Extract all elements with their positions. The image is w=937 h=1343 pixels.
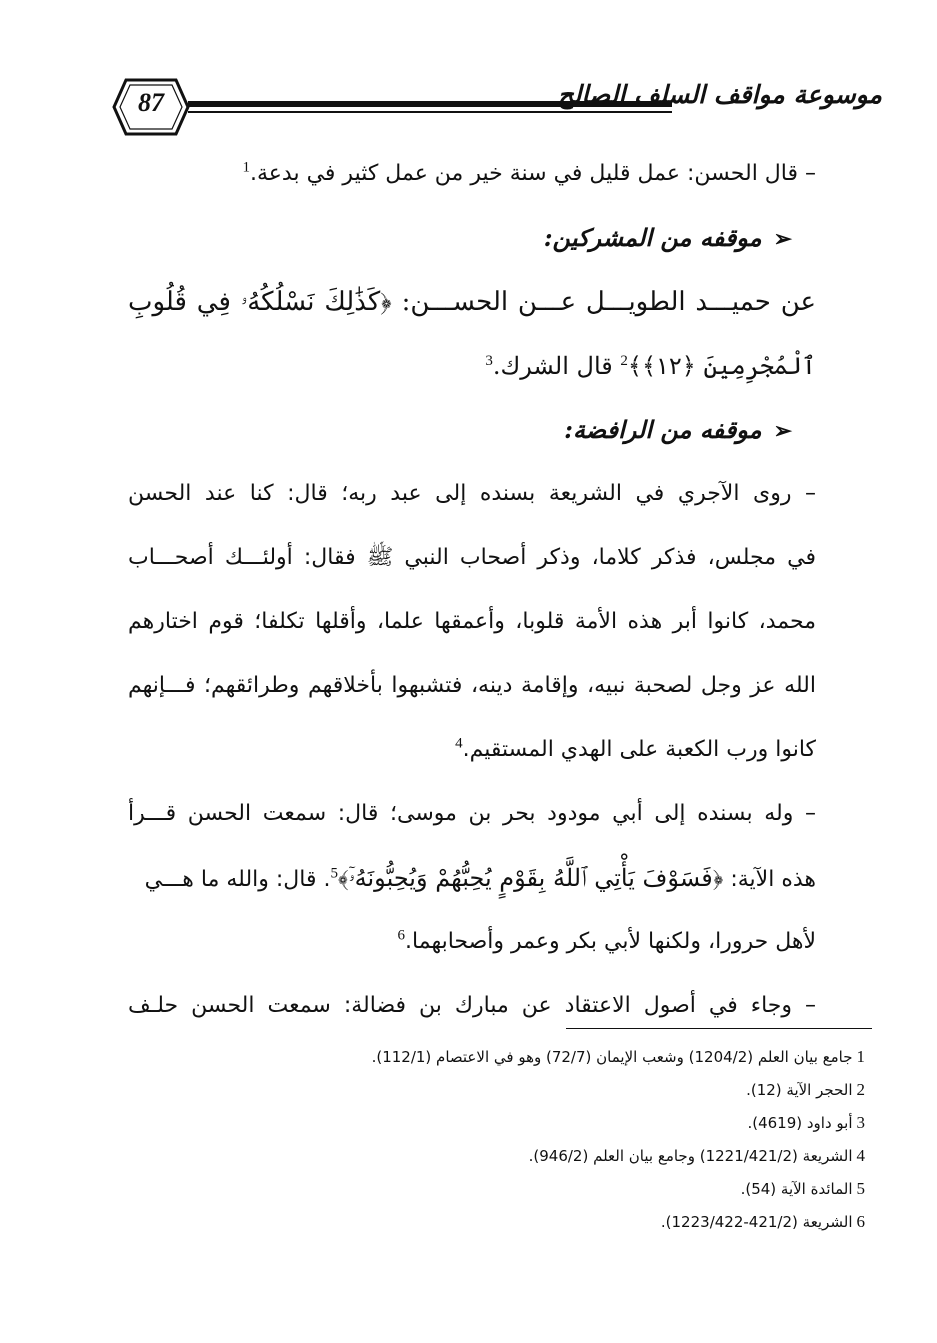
text-line: عن حميـــد الطويـــل عـــن الحســـن: ﴿كَذَٰلِكَ نَسْلُكُهُۥ فِي قُلُوبِ — [128, 287, 816, 317]
page-number: 87 — [138, 88, 164, 117]
text-line: في مجلس، فذكر كلاما، وذكر أصحاب النبي ﷺ فقال: أولئـــك أصحـــاب — [128, 545, 816, 570]
page-header — [112, 70, 882, 144]
text-line: – روى الآجري في الشريعة بسنده إلى عبد ربه؛ قال: كنا عند الحسن — [128, 481, 816, 506]
text-line: الله عز وجل لصحبة نبيه، وإقامة دينه، فتشبهوا بأخلاقهم وطرائقهم؛ فـــإنهم — [128, 673, 816, 698]
footnote: 1جامع بيان العلم (1204/2) وشعب الإيمان (72/7) وهو في الاعتصام (112/1). — [371, 1047, 865, 1066]
footnote-mark[interactable]: 2 — [620, 353, 628, 369]
footnote-mark[interactable]: 6 — [397, 927, 406, 944]
footnote: 5المائدة الآية (54). — [740, 1179, 865, 1198]
footnote-mark[interactable]: 5 — [330, 865, 338, 882]
section-heading-rafida: ➢موقفه من الرافضة: — [564, 415, 792, 444]
text-line: – قال الحسن: عمل قليل في سنة خير من عمل كثير في بدعة.$^1$ — [242, 159, 816, 186]
footnote-mark[interactable]: 1 — [242, 159, 250, 176]
footnote: 3أبو داود (4619). — [747, 1113, 865, 1132]
footnote: 2الحجر الآية (12). — [746, 1080, 865, 1099]
footnote: 6الشريعة (421/2-1223/422). — [660, 1212, 865, 1231]
book-title: موسوعة مواقف السلف الصالح — [557, 80, 882, 109]
arrow-icon: ➢ — [773, 226, 792, 252]
quran-verse: ﴿فَسَوْفَ يَأْتِي ٱللَّهُ بِقَوْمٍ يُحِبُّهُمْ وَيُحِبُّونَهُۥٓ﴾ — [338, 864, 724, 892]
footnotes — [125, 1040, 865, 1238]
footnote-mark[interactable]: 3 — [485, 353, 493, 369]
header-rule-thin — [188, 111, 672, 113]
footnote-separator — [566, 1028, 872, 1029]
page-number-badge — [112, 78, 190, 136]
text-line: لأهل حرورا، ولكنها لأبي بكر وعمر وأصحابهما.$^6$ — [397, 927, 816, 954]
text-line: كانوا ورب الكعبة على الهدي المستقيم.$^4$ — [455, 735, 816, 762]
arrow-icon: ➢ — [773, 418, 792, 444]
text-line: ٱلْمُجْرِمِينَ ﴿١٢﴾﴾$^2$ قال الشرك.$^3$ — [485, 352, 816, 380]
main-text — [128, 142, 816, 1038]
text-line: – وله بسنده إلى أبي مودود بحر بن موسى؛ قال: سمعت الحسن قـــرأ — [128, 801, 816, 826]
text-line: محمد، كانوا أبر هذه الأمة قلوبا، وأعمقها علما، وأقلها تكلفا؛ قوم اختارهم — [128, 609, 816, 634]
footnote-mark[interactable]: 4 — [455, 735, 463, 752]
text-line: هذه الآية: ﴿فَسَوْفَ يَأْتِي ٱللَّهُ بِقَوْمٍ يُحِبُّهُمْ وَيُحِبُّونَهُۥٓ﴾$^5$. قال: والله ما هـــي — [144, 864, 816, 892]
section-heading-polytheists: ➢موقفه من المشركين: — [543, 223, 792, 252]
footnote: 4الشريعة (1221/421/2) وجامع بيان العلم (946/2). — [528, 1146, 865, 1165]
text-line: – وجاء في أصول الاعتقاد عن مبارك بن فضالة: سمعت الحسن حلـف — [128, 993, 816, 1018]
